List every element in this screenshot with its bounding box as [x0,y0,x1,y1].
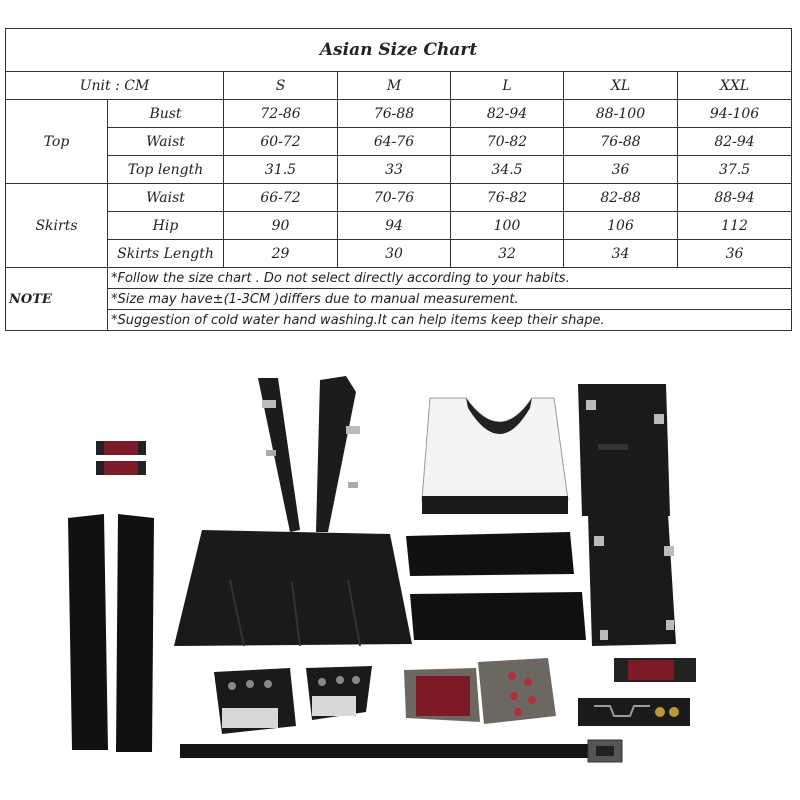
ornate-belt-piece [578,698,690,726]
row-label: Hip [108,212,224,240]
cell: 72-86 [224,100,338,128]
cell: 70-82 [451,128,564,156]
arm-sleeves [68,514,154,752]
thigh-pouches [578,384,676,646]
bracer [404,658,556,724]
group-label: Top [6,100,108,184]
suspender-skirt [174,376,412,646]
cell: 31.5 [224,156,338,184]
cell: 64-76 [338,128,451,156]
table-row [6,156,792,184]
size-chart [5,28,791,334]
cell: 88-100 [564,100,678,128]
cell: 112 [678,212,792,240]
cell: 37.5 [678,156,792,184]
unit-label: Unit : CM [6,72,224,100]
size-header: XXL [678,72,792,100]
size-header: L [451,72,564,100]
table-row [6,212,792,240]
cell: 82-88 [564,184,678,212]
cell: 76-88 [564,128,678,156]
row-label: Skirts Length [108,240,224,268]
cell: 76-82 [451,184,564,212]
cell: 60-72 [224,128,338,156]
chart-title: Asian Size Chart [6,29,792,72]
row-label: Waist [108,184,224,212]
wrist-bands [96,441,146,475]
cell: 88-94 [678,184,792,212]
cell: 100 [451,212,564,240]
cell: 29 [224,240,338,268]
size-header: S [224,72,338,100]
cell: 36 [678,240,792,268]
table-row [6,128,792,156]
small-wristband [614,658,696,682]
note-row [6,310,792,331]
cell: 32 [451,240,564,268]
cell: 66-72 [224,184,338,212]
group-label: Skirts [6,184,108,268]
cell: 106 [564,212,678,240]
size-header: M [338,72,451,100]
cell: 36 [564,156,678,184]
cell: 82-94 [451,100,564,128]
product-photo [0,352,800,800]
row-label: Bust [108,100,224,128]
size-header: XL [564,72,678,100]
note-row [6,289,792,310]
table-row [6,240,792,268]
note-text: *Size may have±(1-3CM )differs due to manual measurement. [108,289,792,310]
leg-warmers [406,532,586,640]
cell: 94 [338,212,451,240]
row-label: Top length [108,156,224,184]
cell: 33 [338,156,451,184]
cell: 82-94 [678,128,792,156]
cell: 94-106 [678,100,792,128]
cell: 70-76 [338,184,451,212]
row-label: Waist [108,128,224,156]
cell: 76-88 [338,100,451,128]
size-chart-table [5,28,792,331]
gloves [214,666,372,734]
cell: 90 [224,212,338,240]
table-row [6,184,792,212]
belt [180,740,622,762]
header-row [6,72,792,100]
note-text: *Follow the size chart . Do not select directly according to your habits. [108,268,792,289]
cell: 30 [338,240,451,268]
table-row [6,100,792,128]
crop-top [422,398,568,514]
note-label: NOTE [6,268,108,331]
cell: 34.5 [451,156,564,184]
note-row [6,268,792,289]
note-text: *Suggestion of cold water hand washing.It can help items keep their shape. [108,310,792,331]
cell: 34 [564,240,678,268]
